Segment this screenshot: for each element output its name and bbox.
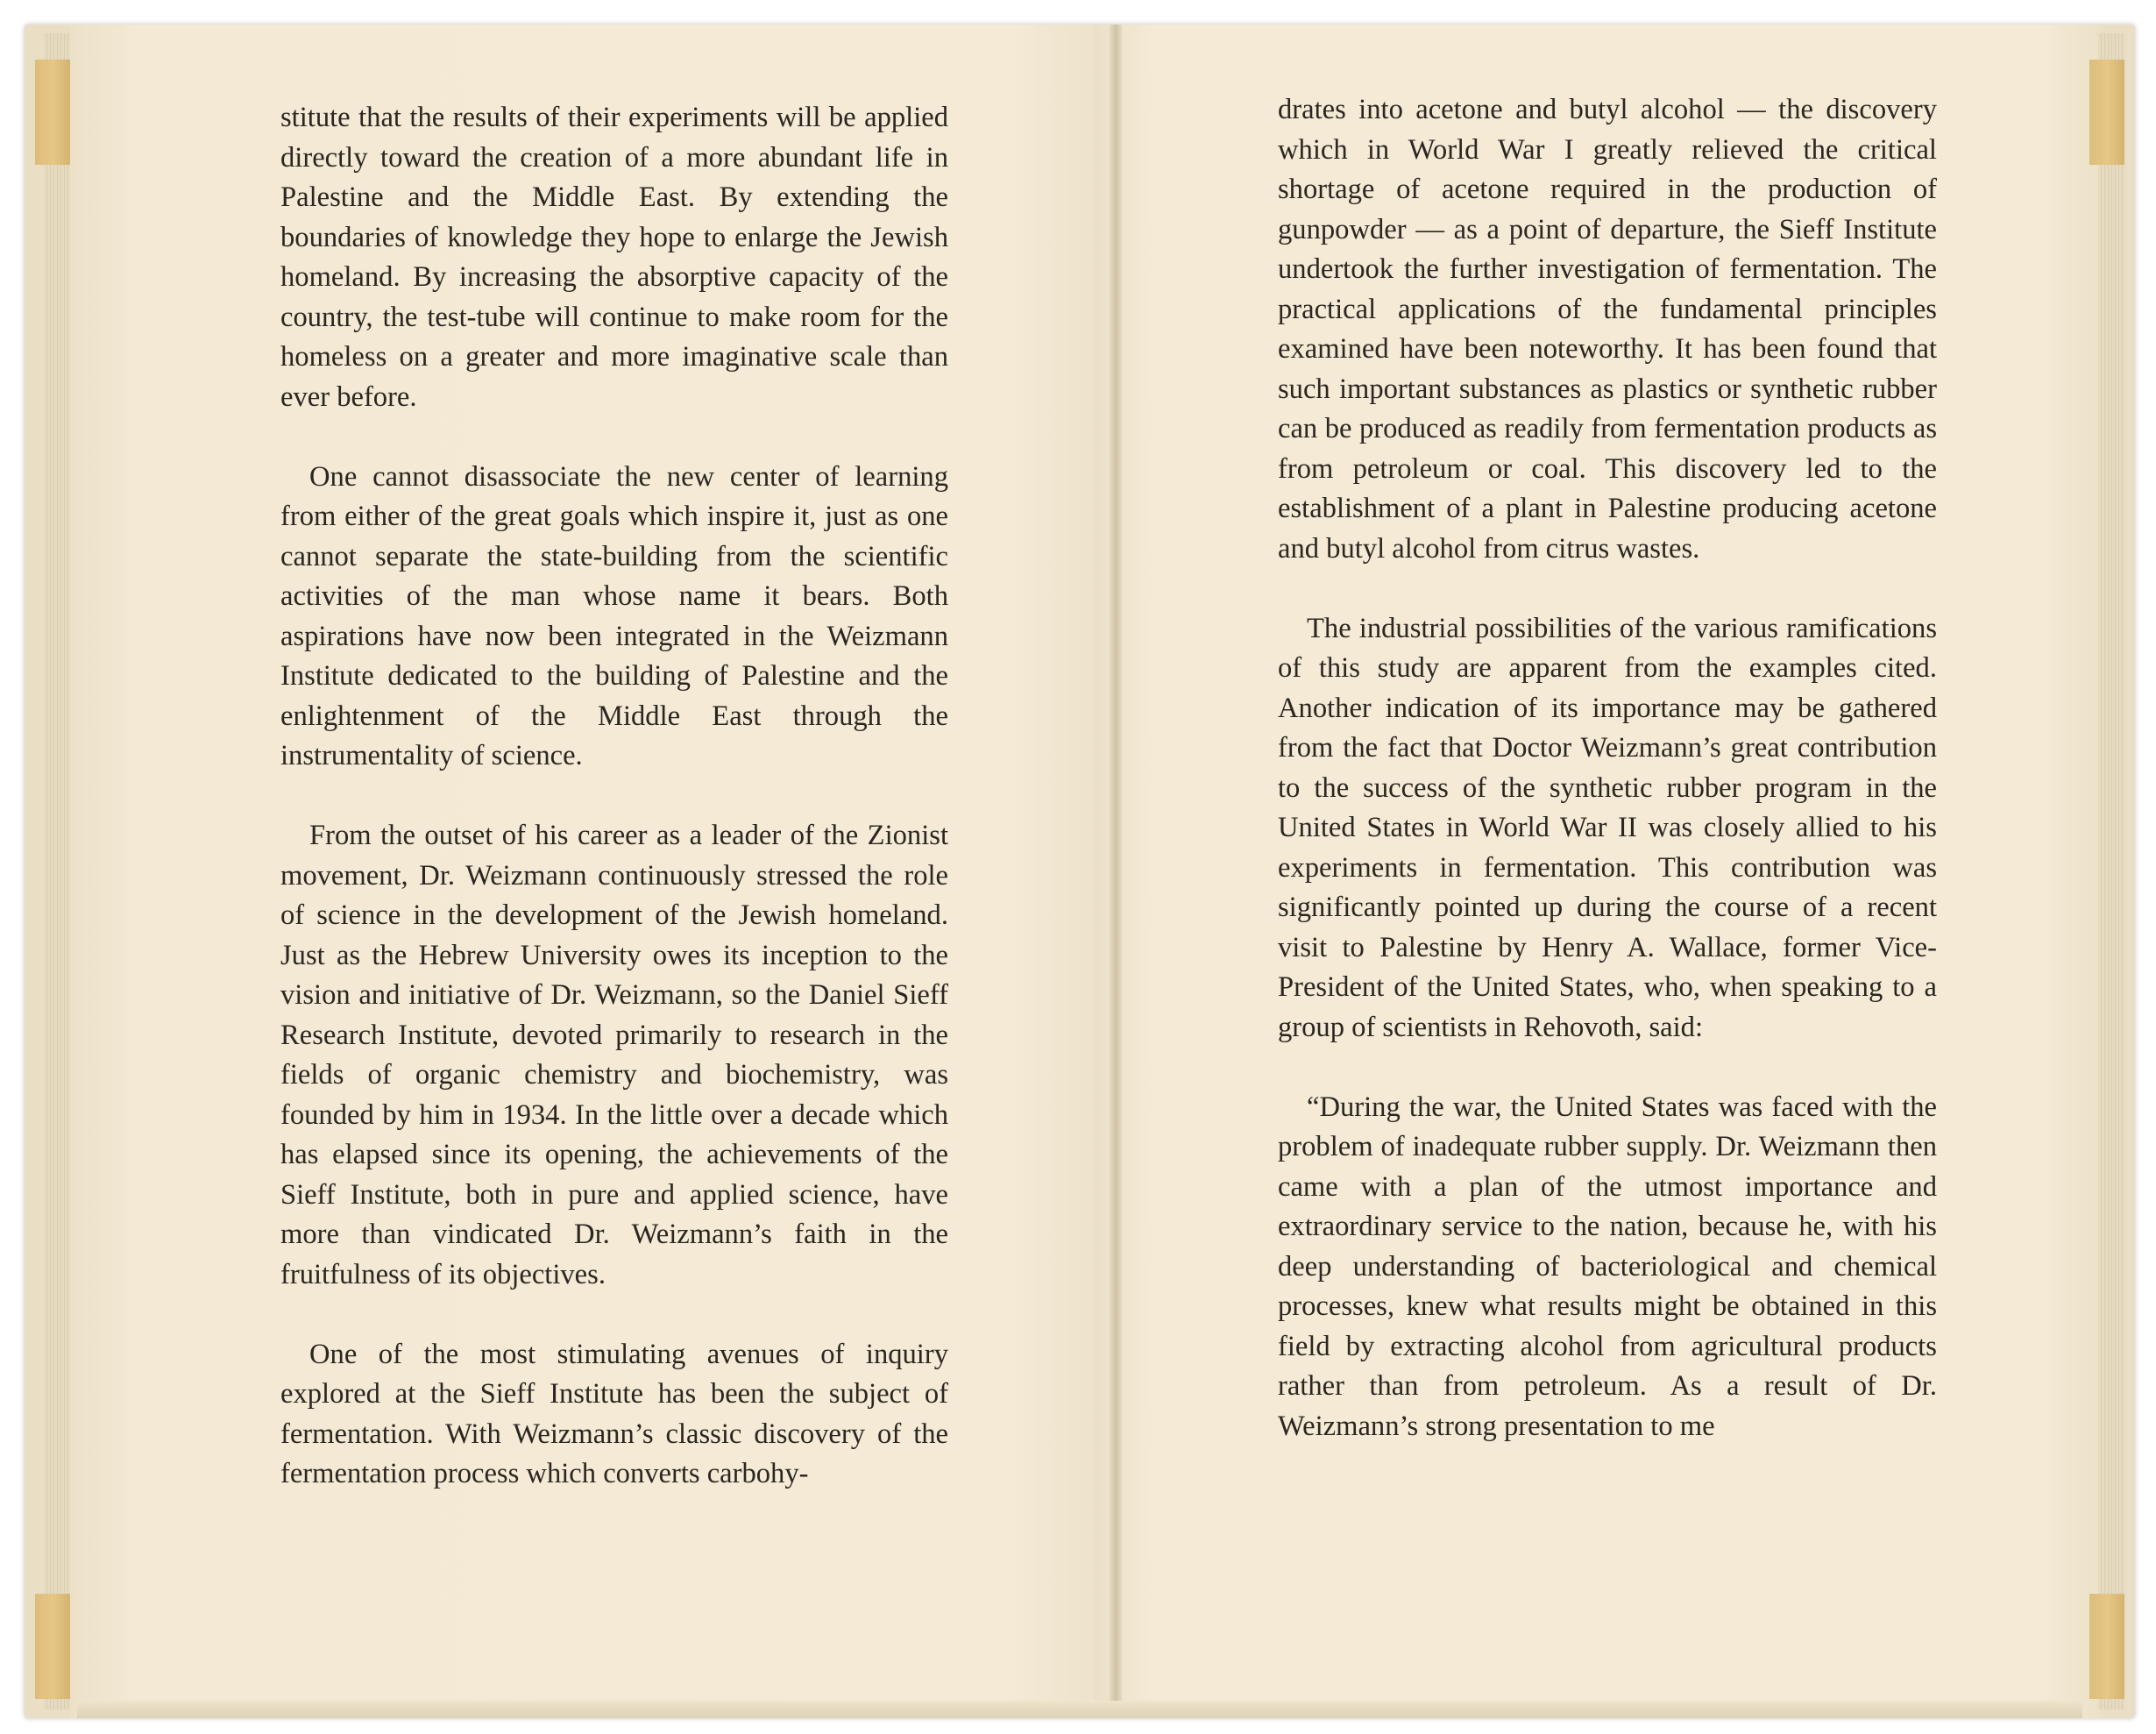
book-gutter: [1110, 25, 1122, 1718]
paragraph: One of the most stimulating avenues of inquiry explored at the Sieff Institute has been the subject of fermentation. With Weizmann’s classic discovery of the fermentation process which converts carbohy-: [280, 1338, 948, 1489]
tape-bottom-right: [2089, 1594, 2124, 1699]
left-page-edges: [44, 33, 70, 1709]
paragraph: drates into acetone and butyl alcohol — the discovery which in World War I greatly relieved the critical shortage of acetone required in the production of gunpowder — as a point of departure, the Sieff Institute undertook the further investigation of fermentation. The practical applications of the fundamental principles examined have been noteworthy. It has been found that such important substances as plastics or synthetic rubber can be produced as readily from fermentation products as from petroleum or coal. This discovery led to the establishment of a plant in Palestine producing acetone and butyl alcohol from citrus wastes.: [1278, 94, 1937, 565]
right-page-text: [1278, 90, 1937, 1446]
paragraph: The industrial possibilities of the various ramifications of this study are apparent from the examples cited. Another indication of its importance may be gathered from the fact that Doctor Weizmann’s great contribution to the success of the synthetic rubber program in the United States in World War II was closely allied to his experiments in fermentation. This contribution was significantly pointed up during the course of a recent visit to Palestine by Henry A. Wallace, former Vice-President of the United States, who, when speaking to a group of scientists in Rehovoth, said:: [1278, 612, 1937, 1043]
paragraph: One cannot disassociate the new center of learning from either of the great goals which inspire it, just as one cannot separate the state-building from the scientific activities of the man whose name it bears. Both aspirations have now been integrated in the Weizmann Institute dedicated to the building of Palestine and the enlightenment of the Middle East through the instrumentality of science.: [280, 460, 948, 771]
paragraph: From the outset of his career as a leader of the Zionist movement, Dr. Weizmann continuously stressed the role of science in the development of the Jewish homeland. Just as the Hebrew University owes its inception to the vision and initiative of Dr. Weizmann, so the Daniel Sieff Research Institute, devoted primarily to research in the fields of organic chemistry and biochemistry, was founded by him in 1934. In the little over a decade which has elapsed since its opening, the achievements of the Sieff Institute, both in pure and applied science, have more than vindicated Dr. Weizmann’s faith in the fruitfulness of its objectives.: [280, 820, 948, 1290]
left-page-text: [280, 98, 948, 1495]
paragraph: “During the war, the United States was faced with the problem of inadequate rubber supply. Dr. Weizmann then came with a plan of the utmost importance and extraordinary service to the nation, because he, with his deep understanding of bacteriological and chemical processes, knew what results might be obtained in this field by extracting alcohol from agricultural products rather than from petroleum. As a result of Dr. Weizmann’s strong presentation to me: [1278, 1091, 1937, 1442]
tape-bottom-left: [35, 1594, 70, 1699]
tape-top-right: [2089, 60, 2124, 165]
tape-top-left: [35, 60, 70, 165]
paragraph: stitute that the results of their experiments will be applied directly toward the creation of a more abundant life in Palestine and the Middle East. By extending the boundaries of knowledge they hope to enlarge the Jewish homeland. By increasing the absorptive capacity of the country, the test-tube will continue to make room for the homeless on a greater and more imaginative scale than ever before.: [280, 102, 948, 413]
right-page-edges: [2098, 33, 2124, 1709]
book-bottom-edge: [77, 1701, 2082, 1718]
